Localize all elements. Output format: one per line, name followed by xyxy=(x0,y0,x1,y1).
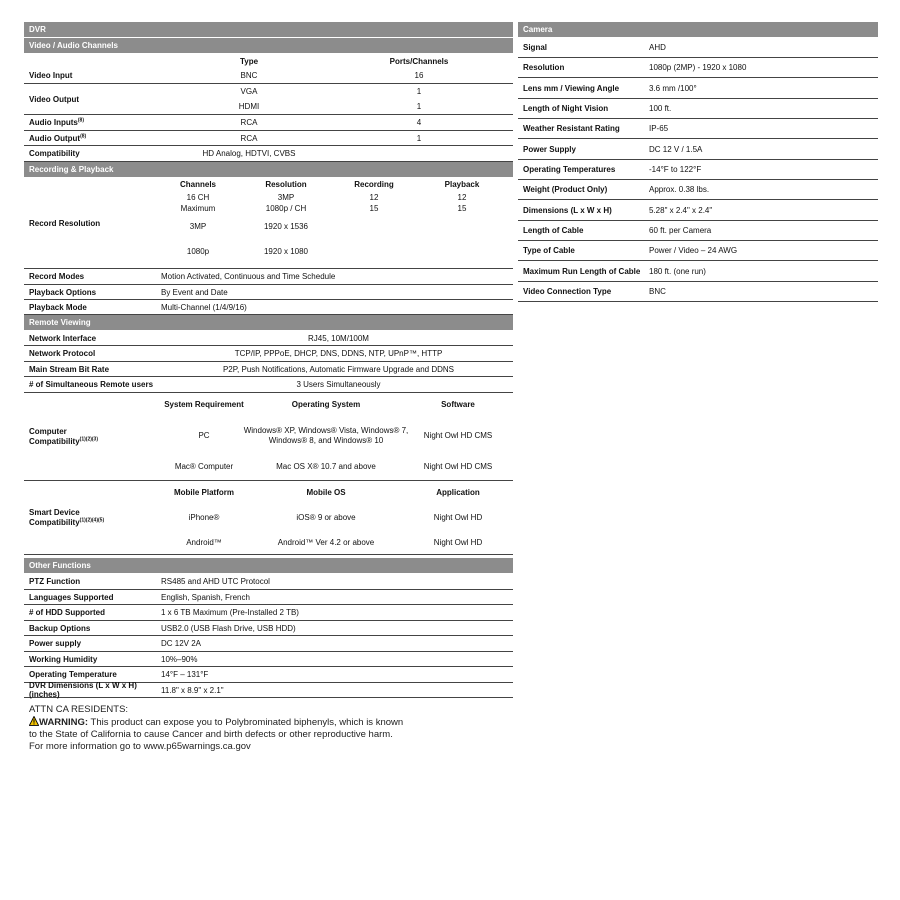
dvr-dimensions-row: DVR Dimensions (L x W x H)(inches) 11.8" x 8.9" x 2.1" xyxy=(24,683,513,698)
playback-options-row: Playback Options By Event and Date xyxy=(24,285,513,300)
operating-temperature-row: Operating Temperature 14°F – 131°F xyxy=(24,667,513,683)
va-header-type: Type xyxy=(239,56,259,66)
section-header-camera: Camera xyxy=(518,22,878,37)
warning-line-3: to the State of California to cause Cancer and birth defects or other reproductive harm. xyxy=(29,729,393,740)
audio-output-row: Audio Output$^{(8)}$ RCA 1 xyxy=(24,131,513,146)
warning-line-2: This product can expose you to Polybrominated biphenyls, which is known xyxy=(88,717,404,728)
camera-row-power-supply: Power Supply DC 12 V / 1.5A xyxy=(518,139,878,160)
camera-row-weather-rating: Weather Resistant Rating IP-65 xyxy=(518,119,878,139)
video-input-row: Video Input BNC 16 xyxy=(24,68,513,84)
power-supply-row: Power supply DC 12V 2A xyxy=(24,636,513,652)
audio-inputs-row: Audio Inputs$^{(8)}$ RCA 4 xyxy=(24,115,513,131)
camera-row-night-vision: Length of Night Vision 100 ft. xyxy=(518,99,878,119)
prop65-warning xyxy=(29,704,429,753)
section-header-other-functions: Other Functions xyxy=(24,558,513,573)
compatibility-row: Compatibility HD Analog, HDTVI, CVBS xyxy=(24,146,513,162)
backup-options-row: Backup Options USB2.0 (USB Flash Drive, USB HDD) xyxy=(24,621,513,636)
camera-row-signal: Signal AHD xyxy=(518,38,878,58)
hdd-supported-row: # of HDD Supported 1 x 6 TB Maximum (Pre-Installed 2 TB) xyxy=(24,605,513,621)
camera-row-operating-temps: Operating Temperatures -14°F to 122°F xyxy=(518,160,878,180)
smart-device-compatibility-block: Smart Device Compatibility$^{(1)(2)(4)(5)}$ Mobile Platform Mobile OS Application iPhone® iOS® 9 or above Night Owl HD Android™ Android™ Ver 4.2 or above Night Owl HD xyxy=(24,481,513,555)
camera-row-cable-type: Type of Cable Power / Video – 24 AWG xyxy=(518,241,878,261)
camera-spec-table xyxy=(518,22,878,302)
camera-row-resolution: Resolution 1080p (2MP) - 1920 x 1080 xyxy=(518,58,878,78)
camera-row-connection-type: Video Connection Type BNC xyxy=(518,282,878,302)
section-header-recording-playback: Recording & Playback xyxy=(24,162,513,177)
section-header-dvr: DVR xyxy=(24,22,513,37)
camera-row-max-run-length: Maximum Run Length of Cable 180 ft. (one run) xyxy=(518,261,878,282)
camera-rows xyxy=(518,38,878,302)
camera-row-dimensions: Dimensions (L x W x H) 5.28" x 2.4" x 2.4" xyxy=(518,200,878,221)
camera-row-weight: Weight (Product Only) Approx. 0.38 lbs. xyxy=(518,180,878,200)
computer-compatibility-block: Computer Compatibility$^{(1)(2)(3)}$ System Requirement Operating System Software PC Windows® XP, Windows® Vista, Windows® 7, Windows® 8, and Windows® 10 Night Owl HD CMS Mac® Computer Mac OS X® 10.7 and above Night Owl HD CMS xyxy=(24,393,513,481)
main-stream-bit-rate-row: Main Stream Bit Rate P2P, Push Notifications, Automatic Firmware Upgrade and DDNS xyxy=(24,362,513,377)
warning-line-4: For more information go to www.p65warnings.ca.gov xyxy=(29,741,251,752)
warning-triangle-icon xyxy=(29,716,39,726)
record-modes-row: Record Modes Motion Activated, Continuous and Time Schedule xyxy=(24,269,513,285)
va-header-row xyxy=(24,54,513,68)
section-header-video-audio: Video / Audio Channels xyxy=(24,38,513,53)
section-header-remote-viewing: Remote Viewing xyxy=(24,315,513,330)
dvr-spec-table xyxy=(24,22,513,698)
camera-row-lens: Lens mm / Viewing Angle 3.6 mm /100° xyxy=(518,78,878,99)
languages-row: Languages Supported English, Spanish, French xyxy=(24,590,513,605)
network-protocol-row: Network Protocol TCP/IP, PPPoE, DHCP, DNS, DDNS, NTP, UPnP™, HTTP xyxy=(24,346,513,362)
network-interface-row: Network Interface RJ45, 10M/100M xyxy=(24,331,513,346)
record-resolution-block: Record Resolution Channels Resolution Recording Playback 16 CH 3MP 12 12 Maximum 1080p / CH 15 15 3MP 1920 x 1536 1080p 1920 x 1080 xyxy=(24,178,513,269)
playback-mode-row: Playback Mode Multi-Channel (1/4/9/16) xyxy=(24,300,513,315)
simultaneous-users-row: # of Simultaneous Remote users 3 Users Simultaneously xyxy=(24,377,513,393)
va-header-ports: Ports/Channels xyxy=(389,56,449,66)
camera-row-cable-length: Length of Cable 60 ft. per Camera xyxy=(518,221,878,241)
video-output-row: Video Output VGA HDMI 1 1 xyxy=(24,84,513,115)
warning-line-1: ATTN CA RESIDENTS: xyxy=(29,704,129,715)
warning-label: WARNING: xyxy=(39,717,89,728)
working-humidity-row: Working Humidity 10%–90% xyxy=(24,652,513,667)
ptz-function-row: PTZ Function RS485 and AHD UTC Protocol xyxy=(24,574,513,590)
